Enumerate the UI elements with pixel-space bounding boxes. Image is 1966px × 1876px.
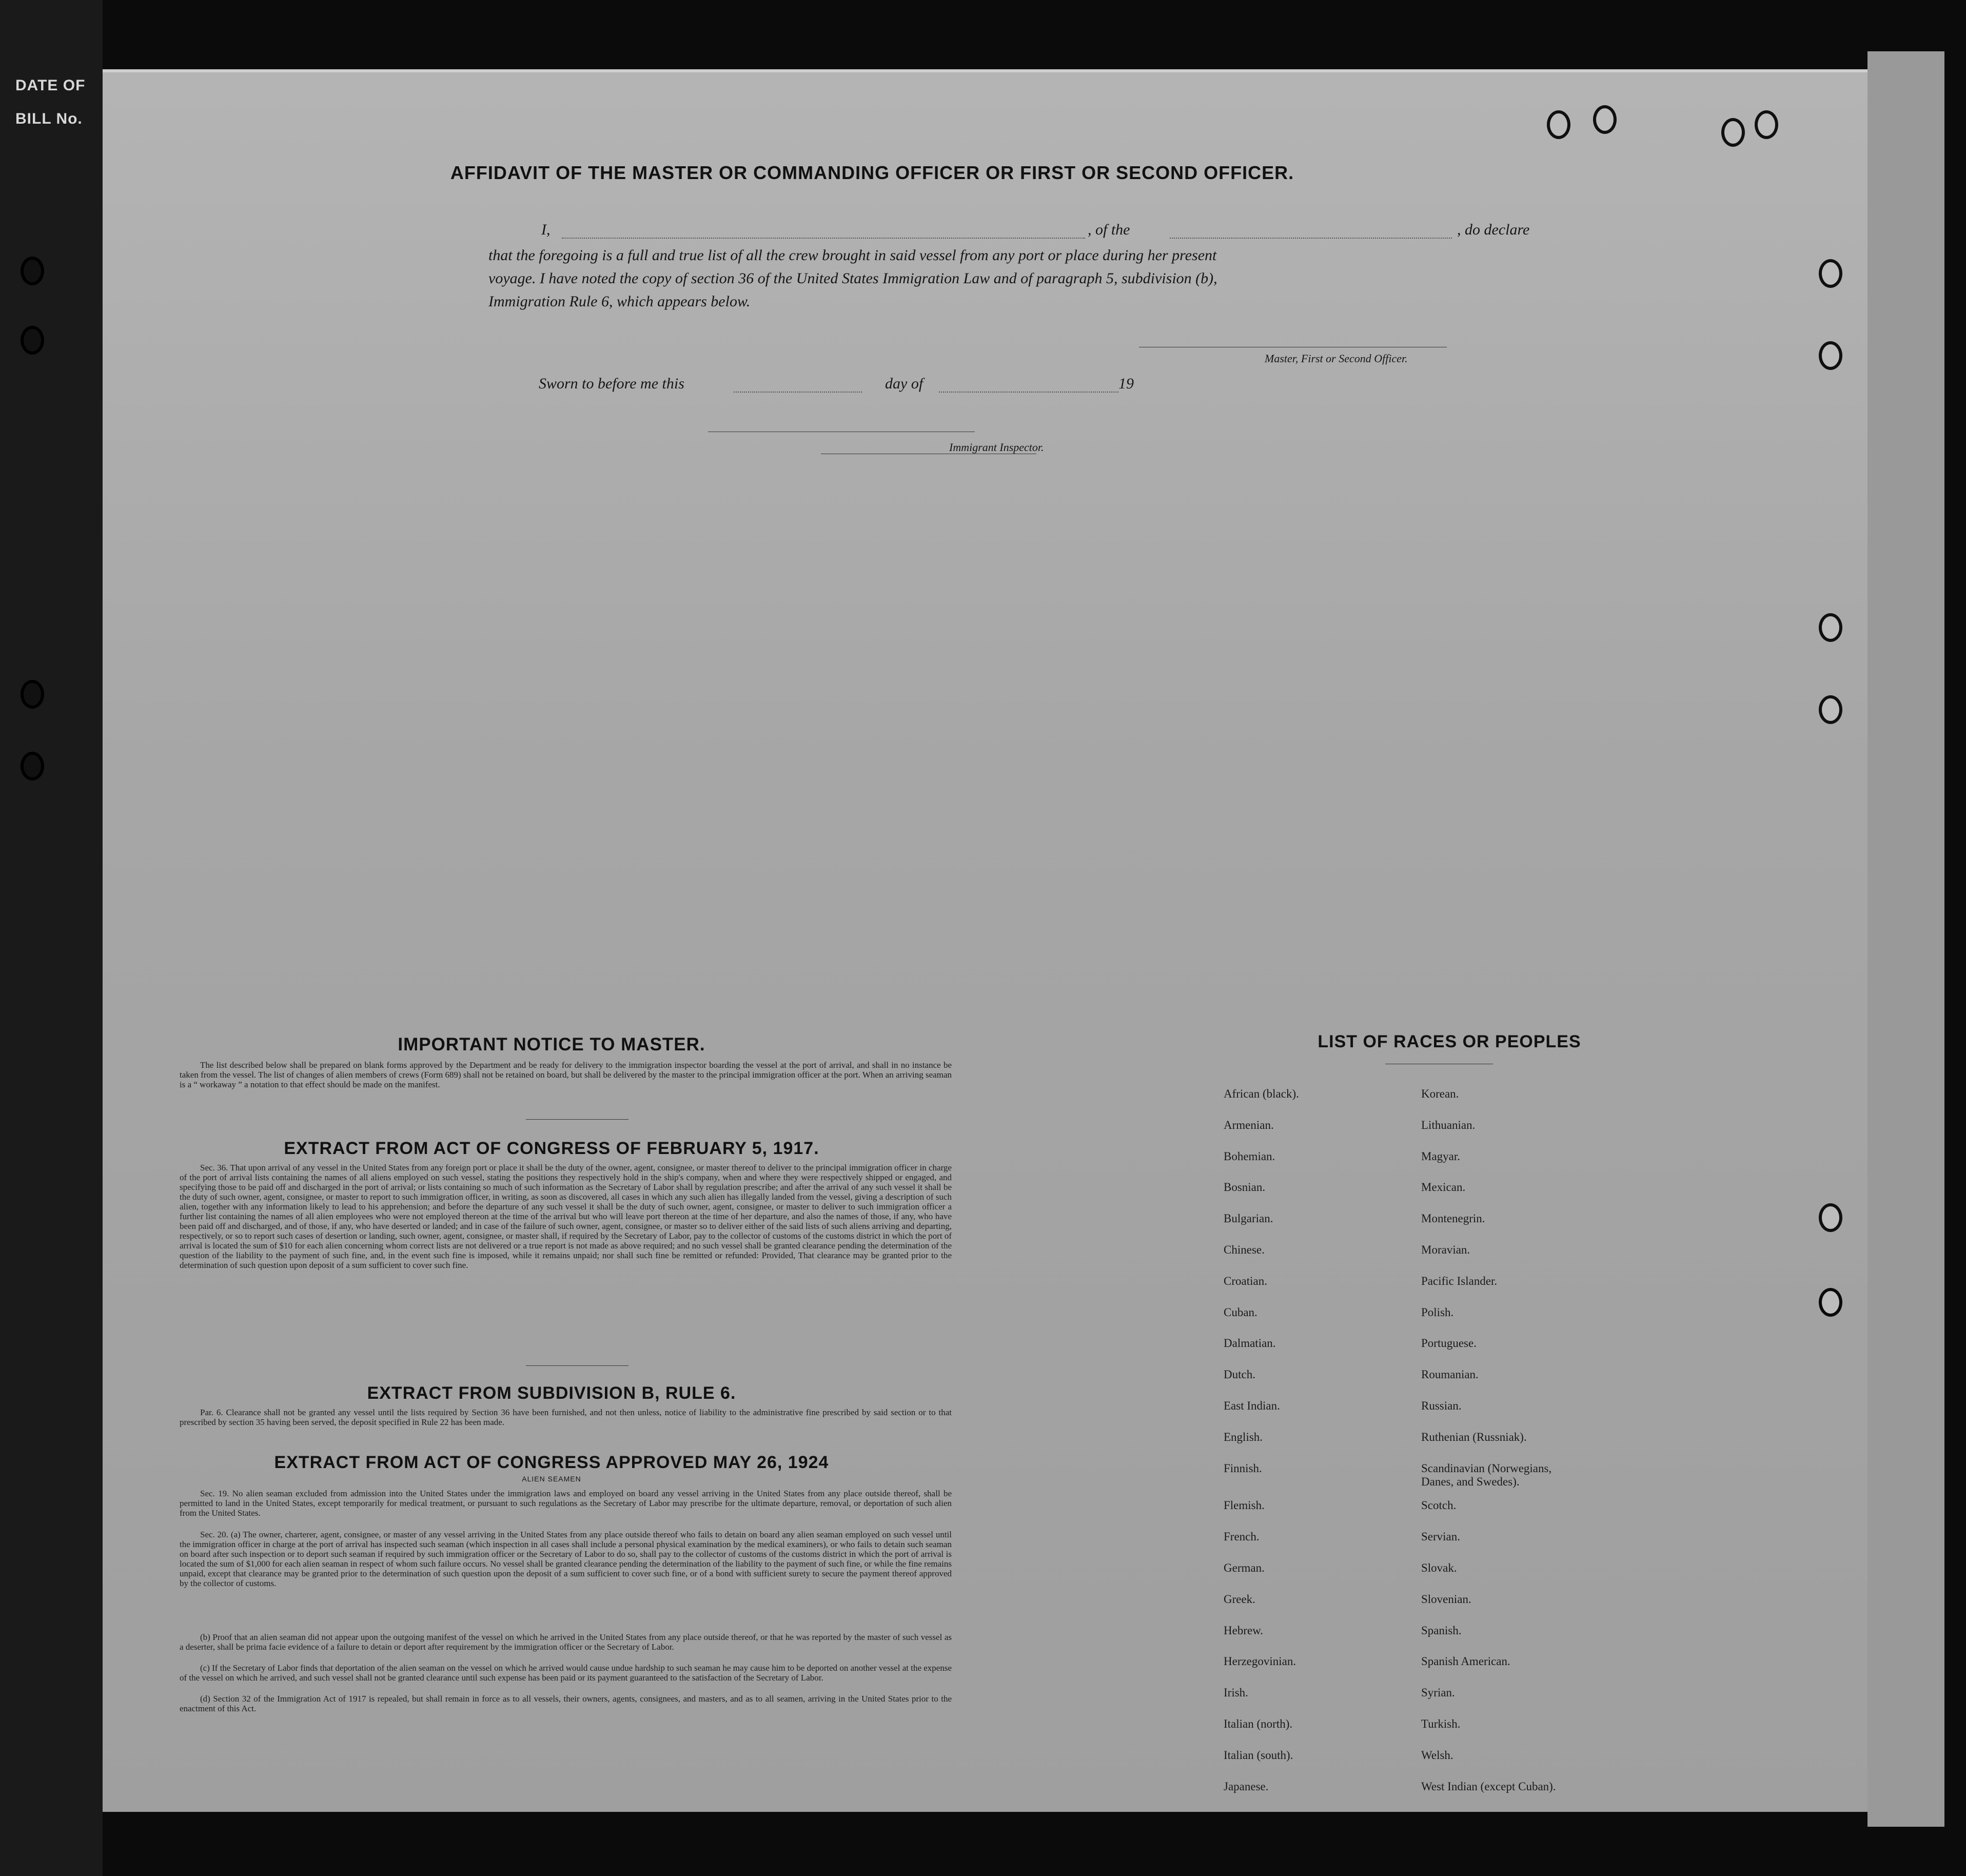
race-item: Slovak. bbox=[1421, 1561, 1457, 1574]
race-item: Finnish. bbox=[1224, 1461, 1262, 1475]
race-item: Italian (south). bbox=[1224, 1748, 1293, 1762]
race-item: African (black). bbox=[1224, 1087, 1299, 1100]
race-item: East Indian. bbox=[1224, 1399, 1280, 1412]
extract-1924-sec20a: Sec. 20. (a) The owner, charterer, agent, consignee, or master of any vessel arriving in the United States from any place outside thereof who fails to detain on board any alien seaman employed on such vessel until the immigration officer in charge at the port of arrival has inspected such seaman (which inspection in all cases shall include a personal physical examination by the medical examiners), or who fails to detain such seaman on board after such inspection or to deport such seaman if required by such immigration officer or the Secretary of Labor to do so, shall pay to the collector of customs of the customs district in which the port of arrival is located the sum of $1,000 for each alien seaman in respect of whom such failure occurs. No vessel shall be granted clearance pending the determination of the liability to the payment of such fine, or while the fine remains unpaid, except that clearance may be granted prior to the determination of such question upon the deposit of a sum sufficient to cover such fine, or of a bond with sufficient surety to secure the payment thereof approved by the collector of customs. bbox=[180, 1530, 952, 1588]
race-item: English. bbox=[1224, 1430, 1263, 1443]
race-item: Mexican. bbox=[1421, 1181, 1466, 1194]
extract-1917-text: Sec. 36. That upon arrival of any vessel in the United States from any foreign port or place it shall be the duty of the owner, agent, consignee, or master thereof to deliver to the principal immigration officer in charge of the port of arrival lists containing the names of all aliens employed on such vessel, stating the positions they respectively hold in the ship's company, when and where they were respectively shipped or engaged, and specifying those to be paid off and discharged in the port of arrival; or lists containing so much of such information as the Secretary of Labor shall by regulation prescribe; and after the arrival of any such vessel it shall be the duty of such owner, agent, consignee, or master to report to such immigration officer, in writing, as soon as discovered, all cases in which any such alien has illegally landed from the vessel, giving a description of such alien, together with any information likely to lead to his apprehension; and before the departure of any such vessel it shall be the duty of such owner, agent, consignee, or master to deliver to such immigration officer a further list containing the names of all alien employees who were not employed thereon at the time of the arrival but who will leave port thereon at the time of her departure, and also the names of those, if any, who have been paid off and discharged, and of those, if any, who have deserted or landed; and in case of the failure of such owner, agent, consignee, or master so to deliver either of the said lists of such aliens arriving and departing, respectively, or so to report such cases of desertion or landing, such owner, agent, consignee, or master shall, if required by the Secretary of Labor, pay to the collector of customs of the customs district in which the port of arrival is located the sum of $10 for each alien concerning whom correct lists are not delivered or a true report is not made as above required; and no such vessel shall be granted clearance pending the determination of the question of the liability to the payment of such fine, and, in the event such fine is imposed, while it remains unpaid; nor shall such fine be remitted or refunded: Provided, That clearance may be granted prior to the determination of such question upon deposit of a sum sufficient to cover such fine. bbox=[180, 1163, 952, 1270]
affidavit-declare: , do declare bbox=[1457, 221, 1530, 238]
form-page bbox=[103, 69, 1867, 1812]
race-item: Lithuanian. bbox=[1421, 1118, 1476, 1131]
race-item: Russian. bbox=[1421, 1399, 1462, 1412]
day-of-label: day of bbox=[885, 375, 923, 392]
edge-hole bbox=[21, 752, 44, 780]
race-item: Slovenian. bbox=[1421, 1592, 1471, 1606]
race-item: Spanish American. bbox=[1421, 1655, 1510, 1668]
race-item: Greek. bbox=[1224, 1592, 1255, 1606]
race-item: Dutch. bbox=[1224, 1368, 1255, 1381]
extract-1924-subtitle: ALIEN SEAMEN bbox=[522, 1475, 581, 1483]
sworn-label: Sworn to before me this bbox=[539, 375, 684, 392]
inspector-caption: Immigrant Inspector. bbox=[949, 441, 1044, 454]
punch-hole bbox=[1819, 259, 1842, 288]
divider-2 bbox=[526, 1365, 628, 1366]
notice-text: The list described below shall be prepared on blank forms approved by the Department and be ready for delivery to the immigration inspector boarding the vessel at the port of arrival, and shall in no instance be taken from the vessel. The list of changes of alien members of crews (Form 689) shall not be retained on board, but shall be delivered by the master to the principal immigration officer at the port. When an arriving seaman is a “ workaway ” a notation to that effect should be made on the manifest. bbox=[180, 1060, 952, 1089]
sworn-day-blank[interactable] bbox=[734, 392, 862, 393]
race-item: Flemish. bbox=[1224, 1499, 1265, 1512]
race-item: Dalmatian. bbox=[1224, 1337, 1276, 1350]
extract-1924-sec20d: (d) Section 32 of the Immigration Act of 1917 is repealed, but shall remain in force as to all vessels, their owners, agents, consignees, and masters, and as to all seamen, arriving in the United States prior to the enactment of this Act. bbox=[180, 1694, 952, 1713]
notice-title: IMPORTANT NOTICE TO MASTER. bbox=[398, 1034, 705, 1054]
race-item: Roumanian. bbox=[1421, 1368, 1479, 1381]
race-item: Scotch. bbox=[1421, 1499, 1457, 1512]
year-label: 19 bbox=[1118, 375, 1134, 392]
race-item: Welsh. bbox=[1421, 1748, 1453, 1762]
race-item: Bosnian. bbox=[1224, 1181, 1266, 1194]
extract-1924-sec19: Sec. 19. No alien seaman excluded from admission into the United States under the immigration laws and employed on board any vessel arriving in the United States from any place outside thereof, shall be permitted to land in the United States, except temporarily for medical treatment, or pursuant to such regulations as the Secretary of Labor may prescribe for the ultimate departure, removal, or deportation of such alien from the United States. bbox=[180, 1489, 952, 1518]
race-item: Pacific Islander. bbox=[1421, 1274, 1498, 1287]
extract-1924-sec20b: (b) Proof that an alien seaman did not appear upon the outgoing manifest of the vessel on which he arrived in the United States from any place outside thereof, or that he was reported by the master of such vessel as a deserter, shall be prima facie evidence of a failure to detain or deport after requirement by the immigration officer or the Secretary of Labor. bbox=[180, 1632, 952, 1652]
punch-hole bbox=[1819, 613, 1842, 642]
punch-hole bbox=[1721, 118, 1745, 147]
affidavit-of-the: , of the bbox=[1088, 221, 1130, 238]
race-item: Spanish. bbox=[1421, 1624, 1462, 1637]
punch-hole bbox=[1819, 695, 1842, 724]
race-item: Bulgarian. bbox=[1224, 1212, 1273, 1225]
affidavit-line-2: that the foregoing is a full and true list of all the crew brought in said vessel from any port or place during her present bbox=[488, 247, 1217, 264]
race-item: Ruthenian (Russniak). bbox=[1421, 1430, 1527, 1443]
extract-rule6-text: Par. 6. Clearance shall not be granted any vessel until the lists required by Section 36 have been furnished, and not then unless, notice of liability to the administrative fine prescribed by said section or to that prescribed by section 35 having been served, the deposit specified in Rule 22 has been made. bbox=[180, 1408, 952, 1427]
race-item: Servian. bbox=[1421, 1530, 1461, 1543]
race-item: Moravian. bbox=[1421, 1243, 1470, 1256]
race-item: Syrian. bbox=[1421, 1686, 1455, 1699]
punch-hole bbox=[1547, 110, 1570, 139]
edge-hole bbox=[21, 326, 44, 355]
race-item: Korean. bbox=[1421, 1087, 1459, 1100]
race-item: Turkish. bbox=[1421, 1717, 1461, 1730]
edge-label-bill: BILL No. bbox=[15, 110, 83, 127]
race-item: Scandinavian (Norwegians, Danes, and Swedes). bbox=[1421, 1461, 1552, 1488]
punch-hole bbox=[1819, 1288, 1842, 1317]
punch-hole bbox=[1755, 110, 1778, 139]
affidavit-title: AFFIDAVIT OF THE MASTER OR COMMANDING OFFICER OR FIRST OR SECOND OFFICER. bbox=[450, 162, 1294, 183]
race-item: Italian (north). bbox=[1224, 1717, 1293, 1730]
extract-1924-title: EXTRACT FROM ACT OF CONGRESS APPROVED MAY 26, 1924 bbox=[274, 1453, 829, 1472]
vessel-blank[interactable] bbox=[1170, 238, 1452, 239]
divider-1 bbox=[526, 1119, 628, 1120]
race-item: Irish. bbox=[1224, 1686, 1248, 1699]
race-item: Magyar. bbox=[1421, 1149, 1461, 1163]
races-title: LIST OF RACES OR PEOPLES bbox=[1318, 1032, 1581, 1051]
affidavit-line-4: Immigration Rule 6, which appears below. bbox=[488, 293, 751, 310]
sworn-month-blank[interactable] bbox=[939, 392, 1118, 393]
extract-rule6-title: EXTRACT FROM SUBDIVISION B, RULE 6. bbox=[367, 1383, 736, 1403]
race-item: Croatian. bbox=[1224, 1274, 1267, 1287]
punch-hole bbox=[1593, 105, 1617, 134]
edge-hole bbox=[21, 257, 44, 285]
race-item: German. bbox=[1224, 1561, 1265, 1574]
punch-hole bbox=[1819, 1203, 1842, 1232]
extract-1924-sec20c: (c) If the Secretary of Labor finds that deportation of the alien seaman on the vessel on which he arrived would cause undue hardship to such seaman he may cause him to be deported on another vessel at the expense of the vessel on which he arrived, and such vessel shall not be granted clearance until such expense has been paid or its payment guaranteed to the satisfaction of the Secretary of Labor. bbox=[180, 1663, 952, 1683]
signature-caption: Master, First or Second Officer. bbox=[1265, 352, 1408, 365]
affidavit-i: I, bbox=[541, 221, 551, 238]
race-item: Polish. bbox=[1421, 1305, 1454, 1319]
affidavit-line-3: voyage. I have noted the copy of section 36 of the United States Immigration Law and of paragraph 5, subdivision (b), bbox=[488, 270, 1217, 287]
edge-hole bbox=[21, 680, 44, 709]
race-item: Cuban. bbox=[1224, 1305, 1257, 1319]
name-blank[interactable] bbox=[562, 238, 1085, 239]
scan-edge bbox=[0, 0, 103, 1876]
race-item: Japanese. bbox=[1224, 1780, 1269, 1793]
race-item: West Indian (except Cuban). bbox=[1421, 1780, 1556, 1793]
race-item: Bohemian. bbox=[1224, 1149, 1275, 1163]
right-margin bbox=[1867, 51, 1944, 1827]
punch-hole bbox=[1819, 341, 1842, 370]
extract-1917-title: EXTRACT FROM ACT OF CONGRESS OF FEBRUARY 5, 1917. bbox=[284, 1139, 819, 1158]
race-item: Herzegovinian. bbox=[1224, 1655, 1296, 1668]
race-item: Portuguese. bbox=[1421, 1337, 1477, 1350]
race-item: French. bbox=[1224, 1530, 1260, 1543]
race-item: Chinese. bbox=[1224, 1243, 1265, 1256]
race-item: Montenegrin. bbox=[1421, 1212, 1485, 1225]
race-item: Armenian. bbox=[1224, 1118, 1274, 1131]
edge-label-date: DATE OF bbox=[15, 77, 86, 94]
race-item: Hebrew. bbox=[1224, 1624, 1264, 1637]
